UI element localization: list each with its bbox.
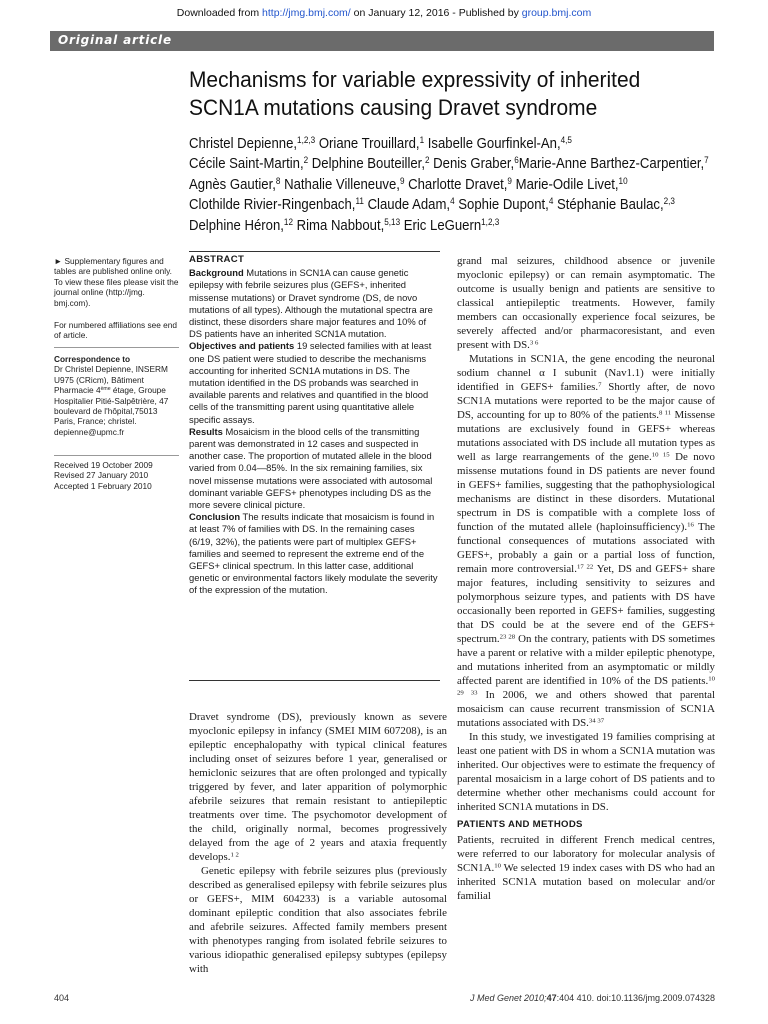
accepted-date: Accepted 1 February 2010 [54,480,152,491]
author-affiliation: 2 [303,155,309,166]
journal-volume: 47 [546,993,557,1003]
correspondence-address-part: Dr Christel Depienne, INSERM U975 (CRicm), Bâtiment Pharmacie 4 [54,364,168,396]
paragraph-text: Missense mutations are exclusively found in GEFS+ whereas mutations associated with DS include all mutation types as well as large rearrangements of the gene. [457,409,716,463]
abstract-heading: ABSTRACT [189,254,245,265]
abstract-text: 19 selected families with at least one DS patient were studied to describe the mechanisms accounting for inherited SCN1A mutations in DS. The mutation identified in the DS probands was searched in available parents and relatives and quantified in the blood cells of the transmitting parent using quantitative allele specific assays. [189,340,432,425]
abstract-label: Background [189,267,244,279]
body-column-left [189,710,447,976]
revised-date: Revised 27 January 2010 [54,470,149,481]
author-name: Agnès Gautier, [189,176,276,193]
citation: 1 2 [230,851,239,859]
author-affiliation: 4 [450,196,455,207]
author-name: Sophie Dupont, [454,197,549,214]
citation: 17 22 [576,563,594,571]
author-name: Denis Graber, [429,156,515,173]
page-number: 404 [54,993,70,1003]
author-name: Isabelle Gourfinkel-An, [424,136,561,152]
citation: 16 [687,521,694,529]
paragraph-text: Patients, recruited in different French medical centres, were referred to our laboratory for molecular analysis of SCN1A. [457,834,715,874]
abstract-results [189,426,440,511]
title-line-2: SCN1A mutations causing Dravet syndrome [189,95,598,120]
author-affiliation: 12 [283,216,293,227]
abstract-label: Conclusion [189,511,241,523]
body-paragraph: Genetic epilepsy with febrile seizures plus (previously described as generalised epilepsy with febrile seizures plus or GEFS+, MIM 604233) is a variable autosomal dominant epileptic condition that also associates febrile and afebrile seizures. Affected family members present with phenotypes ranging from isolated febrile seizures to various idiopathic generalised epilepsy subtypes (epilepsy with [189,865,447,975]
author-name: Marie-Anne Barthez-Carpentier, [518,156,705,173]
download-prefix: Downloaded from [176,7,263,19]
abstract-top-rule [189,251,440,252]
journal-name: J Med Genet 2010; [470,993,547,1003]
author-affiliation: 4,5 [560,135,572,146]
correspondence-address [54,364,179,437]
paragraph-text: Shortly after, de novo SCN1A mutations were reported to be the major cause of DS, accounting for up to 80% of the patients. [457,381,715,421]
abstract [189,254,440,597]
author-name: Cécile Saint-Martin, [189,156,304,173]
author-affiliation: 1,2,3 [481,216,500,227]
author-affiliation: 1 [419,135,425,146]
author-affiliation: 6 [514,155,519,166]
author-name: Eric LeGuern [400,217,482,234]
author-line [189,154,709,174]
abstract-label: Results [189,425,223,437]
abstract-text: Mutations in SCN1A can cause genetic epilepsy with febrile seizures plus (GEFS+, inherited missense mutations) or Dravet syndrome (DS, de novo mutations of all types). Although the mutational spectra are distinct, these disorders share major features and 10% of DS patients have an inherited SCN1A mutation. [189,267,433,340]
author-name: Charlotte Dravet, [404,176,508,193]
author-list [189,134,709,236]
author-affiliation: 4 [548,196,554,207]
correspondence-superscript: ème [100,386,111,393]
source-link[interactable]: http://jmg.bmj.com/ [262,7,351,19]
author-line [189,195,693,215]
author-name: Marie-Odile Livet, [511,176,619,193]
author-affiliation: 7 [704,155,709,166]
author-name: Delphine Bouteiller, [308,156,425,173]
section-heading: PATIENTS AND METHODS [457,819,583,830]
section-banner [50,31,714,51]
author-affiliation: 2,3 [663,196,675,207]
citation: 10 29 33 [457,675,715,697]
citation: 10 15 [651,451,670,459]
affiliations-note: For numbered affiliations see end of article. [54,320,177,341]
citation: 10 [494,862,501,870]
author-affiliation: 9 [399,175,405,186]
journal-doi: :404 410. doi:10.1136/jmg.2009.074328 [556,993,716,1003]
author-name: Oriane Trouillard, [315,136,420,152]
journal-citation [470,993,715,1003]
body-paragraph [457,833,715,903]
author-line [189,175,693,195]
author-line [189,216,693,236]
citation: 7 [598,381,602,389]
author-affiliation: 2 [424,155,430,166]
author-name: Stéphanie Baulac, [553,197,664,214]
abstract-conclusion [189,511,440,596]
paragraph-text: De novo missense mutations found in DS patients are never found in GEFS+ families, suggesting that the pathophysiological mechanisms are distinct in these disorders. Mutational spectrum in DS is compatible with a complete loss of function of the mutated allele (haploinsufficiency). [457,451,715,533]
citation: 23 28 [499,633,516,641]
citation: 34 37 [588,717,605,725]
abstract-label: Objectives and patients [189,340,295,352]
received-date: Received 19 October 2009 [54,460,153,470]
download-middle: on January 12, 2016 - Published by [350,7,522,19]
author-affiliation: 8 [275,175,281,186]
author-affiliation: 10 [618,175,628,186]
paragraph-text: The functional consequences of mutations associated with GEFS+, probably a gain or a partial loss of function, remain more controversial. [457,521,715,575]
paragraph-text: In 2006, we and others showed that parental mosaicism can cause recurrent transmission of SCN1A mutations associated with DS. [457,689,715,729]
correspondence-heading: Correspondence to [54,354,131,364]
publisher-link[interactable]: group.bmj.com [521,7,592,19]
body-paragraph: In this study, we investigated 19 families comprising at least one patient with DS in whom a SCN1A mutation was inherited. Our objectives were to estimate the frequency of parental mosaicism in a large cohort of DS patients and to determine whether other mechanisms could account for inherited SCN1A mutations in DS. [457,731,715,813]
article-title [189,66,691,122]
citation: 3 6 [529,339,539,347]
abstract-background [189,267,440,340]
body-paragraph [457,352,715,730]
correspondence-block [54,354,179,437]
download-notice [0,7,768,19]
paragraph-text: We selected 19 index cases with DS who had an inherited SCN1A mutation based on molecular and/or familial [457,862,715,902]
dates-block [54,460,179,491]
abstract-bottom-rule [189,680,440,681]
banner-label: Original article [58,33,172,47]
paragraph-text: Dravet syndrome (DS), previously known as severe myoclonic epilepsy in infancy (SMEI MIM 607208), is an epileptic encephalopathy with typical clinical features including onset of seizures before 1 year, generalised or hemiclonic seizures that are often prolonged and typically triggered by fever, and later apparition of polymorphic afebrile seizures that remain resistant to antiepileptic treatments over time. The psychomotor development of the child, originally normal, becomes progressively delayed from the age of 2 years and ataxia frequently develops. [189,711,447,863]
author-name: Christel Depienne, [189,136,298,152]
citation: 8 11 [658,409,672,417]
title-line-1: Mechanisms for variable expressivity of inherited [189,67,641,92]
paragraph-text: On the contrary, patients with DS sometimes have a parent or relative with a milder epileptic phenotype, and mutations inherited from an asymptomatic or mildly affected parent are identified in 10% of the DS patients. [457,633,716,687]
author-name: Claude Adam, [363,197,451,214]
author-line [189,134,693,154]
abstract-text: Mosaicism in the blood cells of the transmitting parent was demonstrated in 12 cases and suspected in another case. The proportion of mutated allele in the blood varied from 0.04—85%. In the six remaining families, six novel missense mutations were associated with autosomal dominant variable GEFS+ phenotypes including DS as the more severe clinical picture. [189,425,433,511]
author-name: Nathalie Villeneuve, [280,176,400,193]
author-name: Delphine Héron, [189,217,284,234]
abstract-objectives [189,340,440,425]
correspondence-address-part: étage, Groupe Hospitalier Pitié-Salpêtrière, 47 boulevard de l'hôpital,75013 Paris, France; christel. depienne@upmc.fr [54,385,169,437]
body-paragraph [457,254,715,352]
abstract-text: The results indicate that mosaicism is found in at least 7% of families with DS. In the remaining cases (6/19, 32%), the patients were part of multiplex GEFS+ families and seemed to represent the extreme end of the GEFS+ clinical spectrum. In this latter case, additional genetic or environmental factors likely modulate the severity of the expression of the mutation. [189,511,438,596]
author-affiliation: 11 [355,196,364,207]
author-affiliation: 5,13 [384,216,401,227]
author-affiliation: 9 [507,175,512,186]
sidebar-divider [54,347,179,348]
author-name: Clothilde Rivier-Ringenbach, [189,197,356,214]
author-name: Rima Nabbout, [292,217,385,234]
paragraph-text: Yet, DS and GEFS+ share major features, including sensitivity to seizures and polymorphous seizure types, and patients with DS have occasionally been reported in GEFS+ families, suggesting that DS could be at the severe end of the GEFS+ spectrum. [457,563,715,645]
body-paragraph [189,710,447,864]
supplementary-note: ► Supplementary figures and tables are published online only. To view these files please visit the journal online (http://jmg. bmj.com). [54,256,179,308]
author-affiliation: 1,2,3 [297,135,316,146]
sidebar-divider [54,455,179,456]
paragraph-text: grand mal seizures, childhood absence or juvenile myoclonic epilepsy) or can remain asymptomatic. The outcome is usually benign and patients are sensitive to classical antiepileptic treatments. However, family members can occasionally experience focal seizures, be severely affected and/or pharmacoresistant, and even present with DS. [457,255,715,351]
paragraph-text: Mutations in SCN1A, the gene encoding the neuronal sodium channel α I subunit (Nav1.1) were initially identified in GEFS+ families. [457,353,715,393]
body-column-right [457,254,715,903]
